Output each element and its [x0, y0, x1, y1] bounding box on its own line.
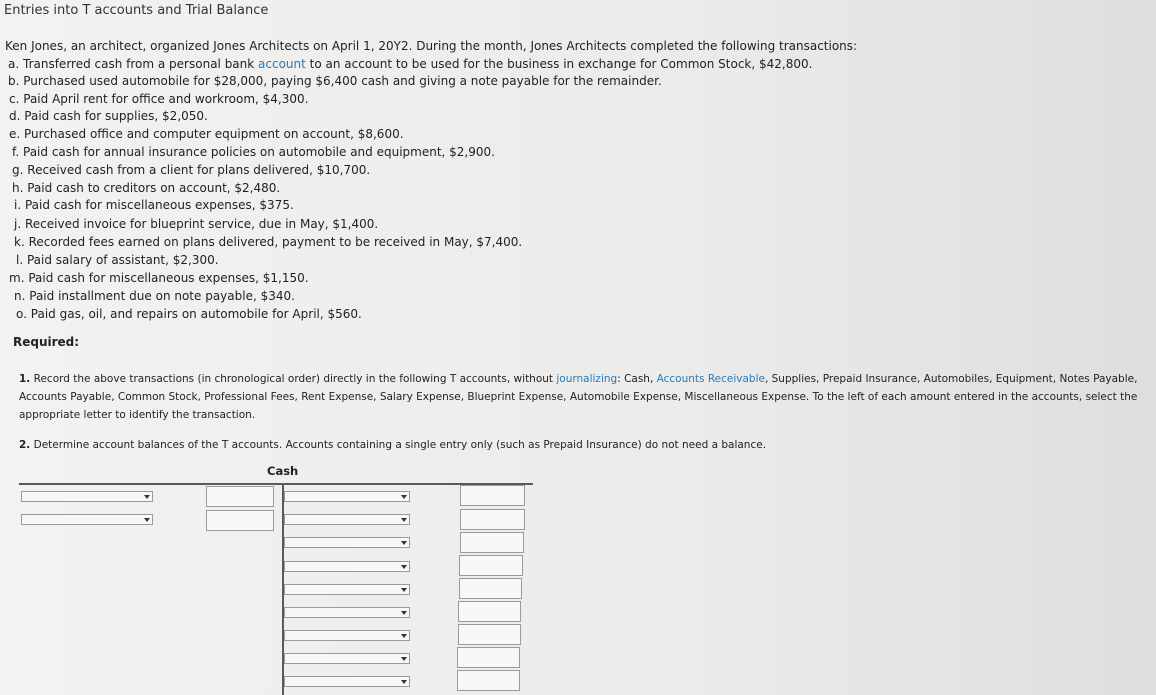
transaction-letter: b.: [8, 74, 20, 88]
chevron-down-icon: [144, 495, 150, 499]
transaction-letter: l.: [16, 253, 24, 267]
journalizing-link[interactable]: journalizing: [556, 373, 618, 385]
transaction-text-end: to an account to be used for the business in exchange for Common Stock, $42,800.: [305, 57, 813, 71]
transaction-text: Paid gas, oil, and repairs on automobile for April, $560.: [30, 307, 362, 321]
credit-amount-input[interactable]: [460, 532, 524, 553]
transaction-h: [12, 181, 280, 195]
transaction-c: [9, 92, 308, 106]
transaction-letter: j.: [14, 217, 22, 231]
credit-letter-select[interactable]: [284, 491, 410, 502]
requirement-number: 1.: [19, 373, 31, 385]
credit-letter-select[interactable]: [284, 584, 410, 595]
chevron-down-icon: [401, 634, 407, 638]
transaction-l: [16, 253, 219, 267]
transaction-letter: i.: [14, 198, 22, 212]
credit-amount-input[interactable]: [460, 509, 525, 530]
chevron-down-icon: [401, 657, 407, 661]
transaction-a: [8, 57, 812, 71]
transaction-e: [9, 127, 404, 141]
transaction-n: [14, 289, 295, 303]
chevron-down-icon: [401, 565, 407, 569]
transaction-o: [16, 307, 362, 321]
requirement-text: Record the above transactions (in chronological order) directly in the following T accounts, without: [33, 373, 557, 385]
transaction-letter: f.: [12, 145, 20, 159]
chevron-down-icon: [401, 588, 407, 592]
credit-letter-select[interactable]: [284, 676, 410, 687]
transaction-text: Transferred cash from a personal bank: [23, 57, 259, 71]
transaction-f: [12, 145, 495, 159]
credit-letter-select[interactable]: [284, 537, 410, 548]
transaction-text: Paid installment due on note payable, $340.: [29, 289, 295, 303]
credit-amount-input[interactable]: [458, 624, 521, 645]
transaction-text: Paid cash to creditors on account, $2,480.: [27, 181, 281, 195]
page-title: Entries into T accounts and Trial Balance: [4, 3, 269, 18]
transaction-i: [14, 198, 294, 212]
transaction-text: Paid cash for annual insurance policies on automobile and equipment, $2,900.: [23, 145, 495, 159]
requirement-1: [19, 370, 1144, 424]
chevron-down-icon: [401, 680, 407, 684]
credit-letter-select[interactable]: [284, 653, 410, 664]
transaction-d: [9, 109, 208, 123]
credit-amount-input[interactable]: [457, 647, 520, 668]
credit-letter-select[interactable]: [284, 630, 410, 641]
chevron-down-icon: [144, 518, 150, 522]
transaction-text: Received cash from a client for plans delivered, $10,700.: [27, 163, 371, 177]
transaction-letter: d.: [9, 109, 21, 123]
transaction-letter: e.: [9, 127, 21, 141]
transaction-letter: a.: [8, 57, 20, 71]
credit-amount-input[interactable]: [460, 485, 525, 506]
t-account-top-rule: [19, 483, 533, 485]
account-glossary-link[interactable]: account: [258, 57, 306, 71]
transaction-text: Paid salary of assistant, $2,300.: [26, 253, 219, 267]
accounts-receivable-link[interactable]: Accounts Receivable: [656, 373, 765, 385]
requirement-2: [19, 439, 766, 451]
transaction-letter: n.: [14, 289, 26, 303]
transaction-text: Received invoice for blueprint service, due in May, $1,400.: [24, 217, 379, 231]
debit-amount-input[interactable]: [206, 510, 274, 531]
transaction-g: [12, 163, 370, 177]
transaction-letter: c.: [9, 92, 20, 106]
chevron-down-icon: [401, 518, 407, 522]
transaction-letter: h.: [12, 181, 24, 195]
t-account-title: Cash: [267, 464, 299, 478]
debit-letter-select[interactable]: [21, 491, 153, 502]
transaction-text: Purchased office and computer equipment on account, $8,600.: [24, 127, 404, 141]
credit-amount-input[interactable]: [459, 578, 522, 599]
transaction-letter: o.: [16, 307, 27, 321]
transaction-text: Paid cash for supplies, $2,050.: [24, 109, 208, 123]
transaction-letter: k.: [14, 235, 25, 249]
debit-letter-select[interactable]: [21, 514, 153, 525]
transaction-b: [8, 74, 662, 88]
requirement-text: Determine account balances of the T accounts. Accounts containing a single entry only (such as Prepaid Insurance) do not need a balance.: [33, 439, 767, 451]
transaction-letter: m.: [9, 271, 25, 285]
credit-letter-select[interactable]: [284, 514, 410, 525]
problem-intro: Ken Jones, an architect, organized Jones Architects on April 1, 20Y2. During the month, Jones Architects completed the following transactions:: [5, 39, 858, 53]
debit-amount-input[interactable]: [206, 486, 274, 507]
credit-letter-select[interactable]: [284, 607, 410, 618]
requirement-number: 2.: [19, 439, 31, 451]
credit-amount-input[interactable]: [458, 601, 521, 622]
credit-amount-input[interactable]: [457, 670, 520, 691]
transaction-m: [9, 271, 309, 285]
transaction-letter: g.: [12, 163, 24, 177]
chevron-down-icon: [401, 611, 407, 615]
chevron-down-icon: [401, 541, 407, 545]
transaction-text: Paid cash for miscellaneous expenses, $375.: [24, 198, 294, 212]
transaction-text: Recorded fees earned on plans delivered, payment to be received in May, $7,400.: [28, 235, 523, 249]
requirement-text-end: , Supplies, Prepaid Insurance, Automobiles, Equipment, Notes Payable, Accounts Payable, Common Stock, Professional Fees, Rent Expense, Salary Expense, Blueprint Expense, Automobile Expense, Miscellaneous Expense. To the left of each amount entered in the accounts, select the appropriate letter to identify the transaction.: [19, 373, 1138, 421]
chevron-down-icon: [401, 495, 407, 499]
transaction-k: [14, 235, 522, 249]
required-heading: Required:: [13, 335, 80, 349]
credit-letter-select[interactable]: [284, 561, 410, 572]
transaction-text: Paid cash for miscellaneous expenses, $1,150.: [28, 271, 309, 285]
transaction-text: Paid April rent for office and workroom, $4,300.: [23, 92, 309, 106]
transaction-text: Purchased used automobile for $28,000, paying $6,400 cash and giving a note payable for the remainder.: [23, 74, 662, 88]
transaction-j: [14, 217, 378, 231]
requirement-text-mid: : Cash,: [617, 373, 657, 385]
credit-amount-input[interactable]: [459, 555, 523, 576]
